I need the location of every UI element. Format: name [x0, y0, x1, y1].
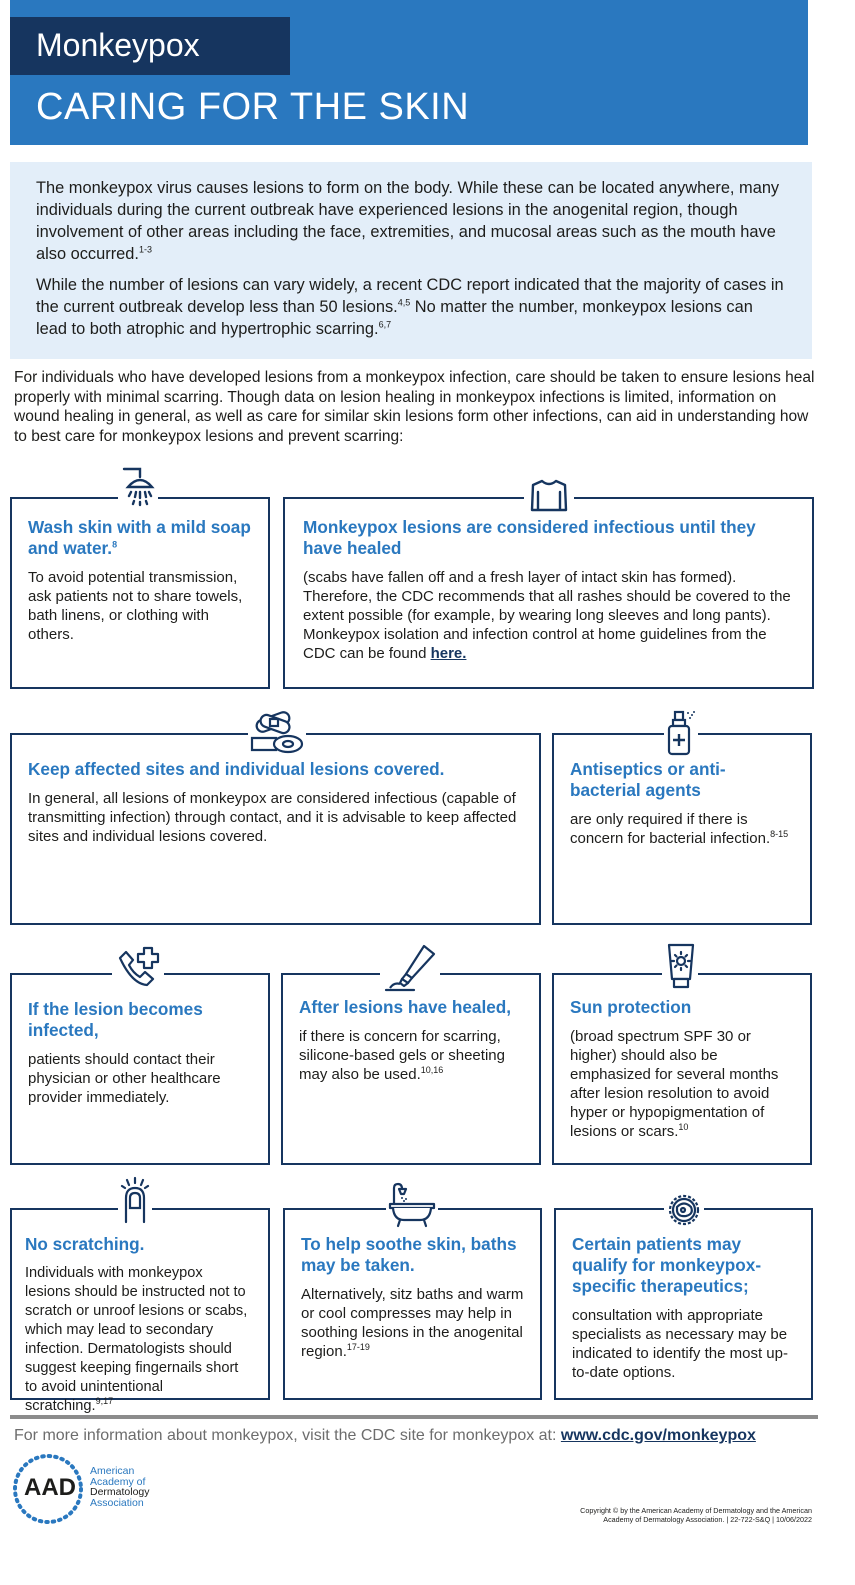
aad-logo	[12, 1452, 162, 1526]
card-keep-covered	[10, 733, 541, 925]
page-title: CARING FOR THE SKIN	[36, 86, 470, 128]
card-body: Alternatively, sitz baths and warm or cool compresses may help in soothing lesions in the anogenital region.$^{17-19}$	[301, 1286, 524, 1360]
virus-icon	[666, 1192, 702, 1228]
card-title: If the lesion becomes infected,	[28, 999, 203, 1040]
card-body: patients should contact their physician or other healthcare provider immediately.	[28, 1051, 221, 1106]
card-title: Antiseptics or anti-bacterial agents	[570, 759, 726, 800]
header-banner	[10, 0, 808, 145]
card-title: Keep affected sites and individual lesions covered.	[28, 759, 445, 779]
spray-bottle-icon	[664, 710, 698, 756]
aad-logo-name: American Academy of Dermatology Association	[90, 1465, 150, 1509]
card-lesion-infected	[10, 973, 270, 1165]
card-body: (scabs have fallen off and a fresh layer of intact skin has formed). Therefore, the CDC recommends that all rashes should be covered to the extent possible (for example, by wearing long sleeves and long pants). Monkeypox isolation and infection control at home guidelines from the CDC can be found here.	[303, 569, 791, 662]
footer-info: For more information about monkeypox, visit the CDC site for monkeypox at: www.cdc.gov/monkeypox	[14, 1427, 756, 1444]
card-wash-skin	[10, 497, 270, 689]
card-baths	[283, 1208, 542, 1400]
card-body: (broad spectrum SPF 30 or higher) should also be emphasized for several months after lesion resolution to avoid hyper or hypopigmentation of lesions or scars.$^{10}$	[570, 1028, 779, 1140]
bathtub-icon	[388, 1180, 436, 1228]
header-tag-text: Monkeypox	[36, 27, 200, 63]
footer-divider	[10, 1415, 818, 1419]
fingernail-icon	[120, 1176, 150, 1224]
card-no-scratching	[10, 1208, 270, 1414]
sunscreen-icon	[666, 941, 696, 991]
card-title: Certain patients may qualify for monkeypox-specific therapeutics;	[572, 1234, 762, 1296]
card-body: Individuals with monkeypox lesions should be instructed not to scratch or unroof lesions or scabs, which may lead to secondary infection. Dermatologists should suggest keeping fingernails short to avoid unintentional scratching.$^{9,17}$	[25, 1265, 248, 1414]
card-body: consultation with appropriate specialists as necessary may be indicated to identify the most up-to-date options.	[572, 1307, 788, 1381]
card-body: To avoid potential transmission, ask patients not to share towels, bath linens, or clothing with others.	[28, 569, 243, 643]
card-therapeutics	[554, 1208, 813, 1400]
card-title: Monkeypox lesions are considered infectious until they have healed	[303, 517, 756, 558]
card-antiseptics	[552, 733, 812, 925]
card-infectious-until-healed	[283, 497, 814, 689]
cdc-monkeypox-link[interactable]: www.cdc.gov/monkeypox	[560, 1427, 756, 1444]
aad-logo-abbr: AAD	[24, 1474, 76, 1501]
shower-icon	[118, 465, 158, 507]
card-title: To help soothe skin, baths may be taken.	[301, 1234, 517, 1275]
gel-tube-icon	[382, 942, 438, 992]
card-title: Sun protection	[570, 997, 692, 1017]
copyright-notice: Copyright © by the American Academy of Dermatology and the American Academy of Dermatology Association. | 22-722-S&Q | 10/06/2022	[580, 1506, 812, 1524]
card-body: if there is concern for scarring, silicone-based gels or sheeting may also be used.$^{10,16}$	[299, 1028, 505, 1083]
card-title: Wash skin with a mild soap and water.$^8$	[28, 517, 251, 558]
bandage-icon	[248, 708, 306, 754]
intro-paragraph-2: While the number of lesions can vary widely, a recent CDC report indicated that the majority of cases in the current outbreak develop less than 50 lesions.$^{4,5}$ No matter the number, monkeypox lesions can lead to both atrophic and hypertrophic scarring.$^{6,7}$	[36, 276, 784, 338]
card-title: No scratching.	[25, 1234, 145, 1254]
lead-paragraph: For individuals who have developed lesions from a monkeypox infection, care should be taken to ensure lesions heal properly with minimal scarring. Though data on lesion healing in monkeypox infections is limited, information on wound healing in general, as well as care for similar skin lesions form other infections, can aid in understanding how to best care for monkeypox lesions and prevent scarring:	[14, 369, 815, 445]
intro-paragraph-1: The monkeypox virus causes lesions to form on the body. While these can be located anywhere, many individuals during the current outbreak have experienced lesions in the anogenital region, though involvement of other areas including the face, extremities, and mucosal areas such as the mouth have also occurred.$^{1-3}$	[36, 179, 780, 263]
card-sun-protection	[552, 973, 812, 1165]
card-body: In general, all lesions of monkeypox are considered infectious (capable of transmitting infection) through contact, and it is advisable to keep affected sites and individual lesions covered.	[28, 790, 517, 845]
card-after-healed	[281, 973, 541, 1165]
long-sleeve-shirt-icon	[528, 478, 570, 512]
intro-box	[10, 162, 812, 359]
cdc-guidelines-link[interactable]: here.	[430, 645, 467, 662]
card-body: are only required if there is concern for bacterial infection.$^{8-15}$	[570, 811, 789, 847]
phone-medical-icon	[114, 944, 164, 990]
card-title: After lesions have healed,	[299, 997, 512, 1017]
header-tag	[10, 17, 290, 75]
